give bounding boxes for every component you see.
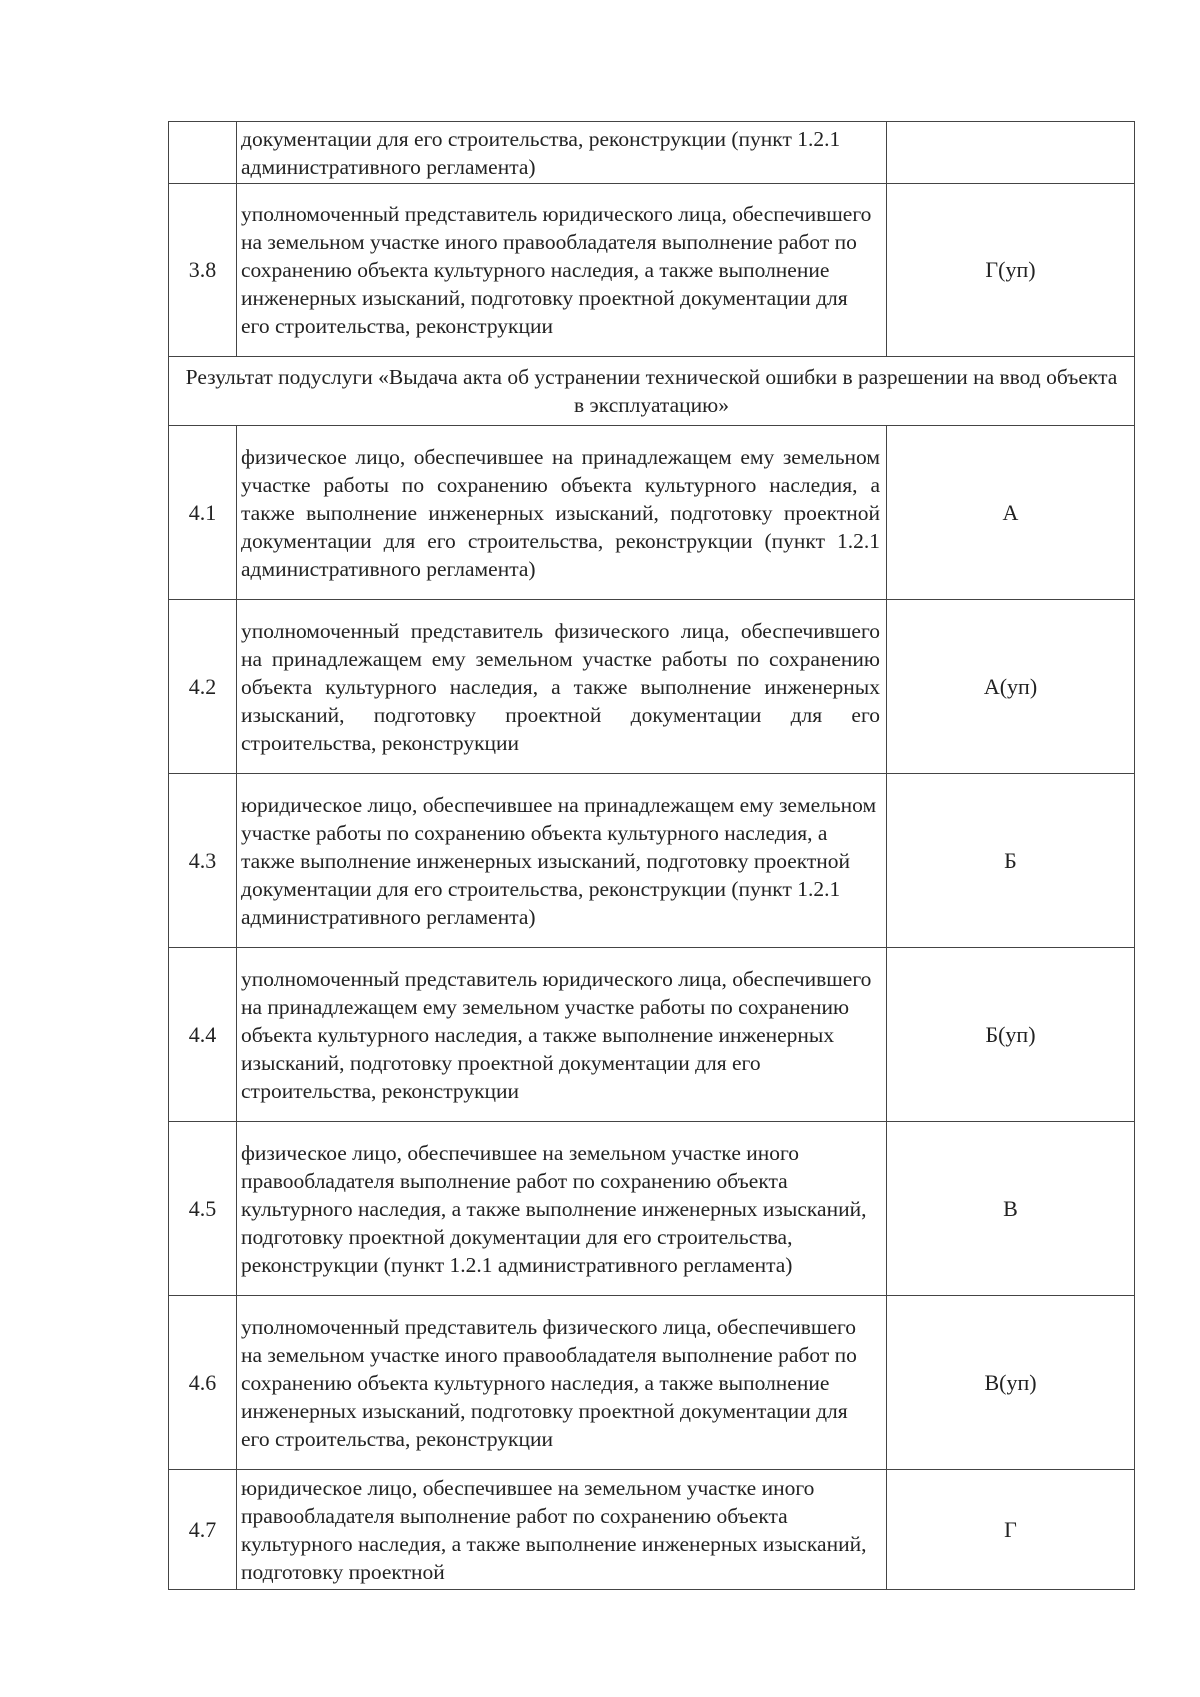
row-number: 4.5 <box>169 1122 237 1296</box>
row-code: А <box>887 426 1135 600</box>
table-row <box>169 774 1135 948</box>
row-description: юридическое лицо, обеспечившее на принадлежащем ему земельном участке работы по сохранению объекта культурного наследия, а также выполнение инженерных изысканий, подготовку проектной документации для его строительства, реконструкции (пункт 1.2.1 административного регламента) <box>237 774 887 948</box>
table-row <box>169 184 1135 357</box>
row-number: 4.2 <box>169 600 237 774</box>
applicant-categories-table <box>168 121 1135 1590</box>
row-number: 4.4 <box>169 948 237 1122</box>
section-header-row <box>169 357 1135 426</box>
row-description: документации для его строительства, реконструкции (пункт 1.2.1 административного регламента) <box>237 122 887 184</box>
row-code: Г <box>887 1470 1135 1590</box>
table-row <box>169 1122 1135 1296</box>
row-description: уполномоченный представитель физического лица, обеспечившего на принадлежащем ему земельном участке работы по сохранению объекта культурного наследия, а также выполнение инженерных изысканий, подготовку проектной документации для его строительства, реконструкции <box>237 600 887 774</box>
table-row <box>169 426 1135 600</box>
row-code: А(уп) <box>887 600 1135 774</box>
row-number: 4.6 <box>169 1296 237 1470</box>
row-number: 4.7 <box>169 1470 237 1590</box>
row-number: 4.3 <box>169 774 237 948</box>
section-title: Результат подуслуги «Выдача акта об устранении технической ошибки в разрешении на ввод объекта в эксплуатацию» <box>169 357 1135 426</box>
row-code: Б(уп) <box>887 948 1135 1122</box>
table-row <box>169 1470 1135 1590</box>
document-page <box>168 121 1134 1590</box>
row-number: 4.1 <box>169 426 237 600</box>
row-number: 3.8 <box>169 184 237 357</box>
table-row <box>169 122 1135 184</box>
row-code: В <box>887 1122 1135 1296</box>
row-number <box>169 122 237 184</box>
row-description: уполномоченный представитель физического лица, обеспечившего на земельном участке иного правообладателя выполнение работ по сохранению объекта культурного наследия, а также выполнение инженерных изысканий, подготовку проектной документации для его строительства, реконструкции <box>237 1296 887 1470</box>
table-row <box>169 600 1135 774</box>
row-description: уполномоченный представитель юридического лица, обеспечившего на принадлежащем ему земельном участке работы по сохранению объекта культурного наследия, а также выполнение инженерных изысканий, подготовку проектной документации для его строительства, реконструкции <box>237 948 887 1122</box>
row-description: уполномоченный представитель юридического лица, обеспечившего на земельном участке иного правообладателя выполнение работ по сохранению объекта культурного наследия, а также выполнение инженерных изысканий, подготовку проектной документации для его строительства, реконструкции <box>237 184 887 357</box>
row-code <box>887 122 1135 184</box>
row-code: Б <box>887 774 1135 948</box>
row-code: Г(уп) <box>887 184 1135 357</box>
table-row <box>169 1296 1135 1470</box>
row-code: В(уп) <box>887 1296 1135 1470</box>
row-description: юридическое лицо, обеспечившее на земельном участке иного правообладателя выполнение работ по сохранению объекта культурного наследия, а также выполнение инженерных изысканий, подготовку проектной <box>237 1470 887 1590</box>
row-description: физическое лицо, обеспечившее на принадлежащем ему земельном участке работы по сохранению объекта культурного наследия, а также выполнение инженерных изысканий, подготовку проектной документации для его строительства, реконструкции (пункт 1.2.1 административного регламента) <box>237 426 887 600</box>
table-row <box>169 948 1135 1122</box>
row-description: физическое лицо, обеспечившее на земельном участке иного правообладателя выполнение работ по сохранению объекта культурного наследия, а также выполнение инженерных изысканий, подготовку проектной документации для его строительства, реконструкции (пункт 1.2.1 административного регламента) <box>237 1122 887 1296</box>
